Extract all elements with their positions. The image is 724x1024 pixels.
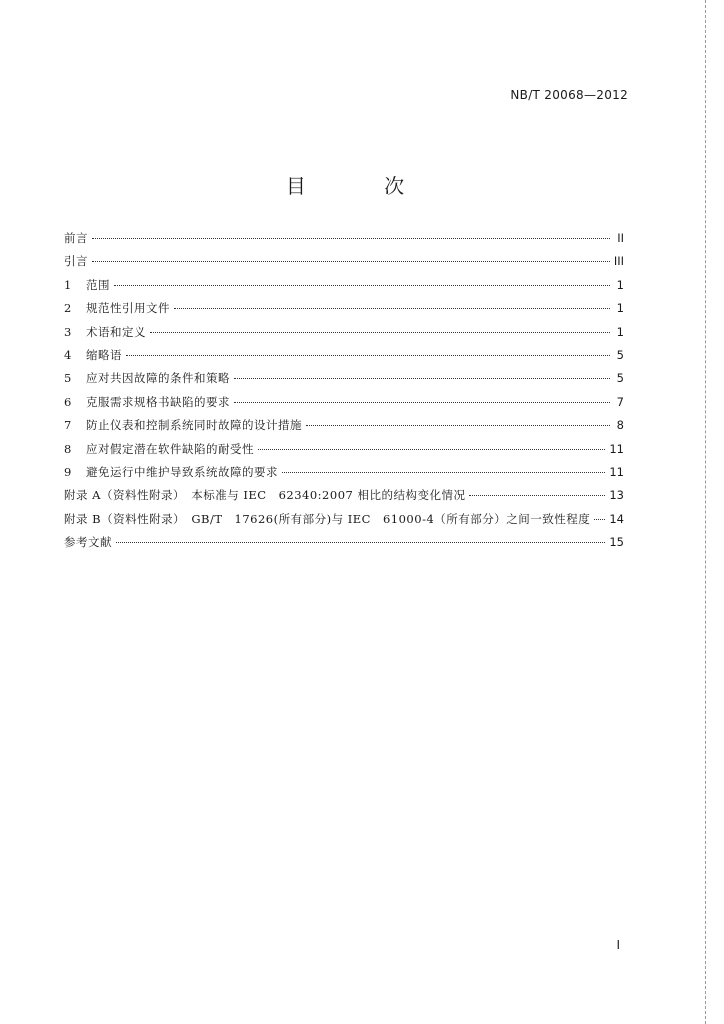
toc-entry-number: 3 — [64, 324, 72, 339]
toc-entry-number: 2 — [64, 301, 72, 316]
toc-entry-label: 范围 — [86, 277, 110, 292]
scan-edge-divider — [705, 0, 706, 1024]
toc-entry-number: 6 — [64, 394, 72, 409]
toc-entry-label: 附录 B（资料性附录） GB/T 17626(所有部分)与 IEC 61000-4（所有部分）之间一致性程度 — [64, 511, 591, 526]
toc-entry-label: 应对共因故障的条件和策略 — [86, 371, 230, 386]
toc-entry-2[interactable] — [64, 300, 624, 323]
toc-entry-page: 7 — [616, 394, 624, 409]
dot-leader — [116, 542, 605, 543]
toc-entry-number: 9 — [64, 464, 72, 479]
dot-leader — [92, 261, 610, 262]
dot-leader — [469, 495, 605, 496]
toc-entry-page: 15 — [609, 535, 624, 550]
dot-leader — [594, 519, 605, 520]
toc-entry-foreword[interactable] — [64, 230, 624, 253]
toc-entry-page: 13 — [609, 488, 624, 503]
toc-entry-page: II — [617, 231, 624, 245]
toc-entry-6[interactable] — [64, 394, 624, 417]
dot-leader — [114, 285, 610, 286]
toc-entry-number: 1 — [64, 277, 72, 292]
toc-entry-label: 参考文献 — [64, 535, 112, 550]
toc-entry-7[interactable] — [64, 417, 624, 440]
dot-leader — [126, 355, 610, 356]
toc-entry-label: 前言 — [64, 231, 88, 245]
dot-leader — [258, 449, 605, 450]
toc-entry-number: 8 — [64, 441, 72, 456]
toc-entry-number: 7 — [64, 418, 72, 433]
toc-entry-page: 11 — [609, 464, 624, 479]
toc-entry-page: 14 — [609, 511, 624, 526]
toc-entry-9[interactable] — [64, 464, 624, 487]
toc-entry-page: 1 — [616, 301, 624, 316]
toc-entry-4[interactable] — [64, 347, 624, 370]
toc-entry-3[interactable] — [64, 324, 624, 347]
standard-number: NB/T 20068—2012 — [510, 88, 628, 102]
toc-entry-label: 附录 A（资料性附录） 本标准与 IEC 62340:2007 相比的结构变化情况 — [64, 488, 466, 503]
toc-entry-page: 1 — [616, 324, 624, 339]
toc-entry-page: 5 — [616, 347, 624, 362]
toc-entry-page: 8 — [616, 418, 624, 433]
toc-entry-number: 4 — [64, 347, 72, 362]
dot-leader — [234, 378, 610, 379]
dot-leader — [306, 425, 610, 426]
toc-entry-label: 避免运行中维护导致系统故障的要求 — [86, 464, 278, 479]
toc-entry-5[interactable] — [64, 370, 624, 393]
dot-leader — [150, 332, 610, 333]
toc-entry-label: 缩略语 — [86, 347, 122, 362]
dot-leader — [92, 238, 610, 239]
toc-entry-label: 防止仪表和控制系统同时故障的设计措施 — [86, 418, 302, 433]
page-number: I — [616, 938, 620, 952]
toc-entry-number: 5 — [64, 371, 72, 386]
toc-entry-label: 克服需求规格书缺陷的要求 — [86, 394, 230, 409]
table-of-contents — [64, 230, 624, 557]
toc-entry-page: III — [613, 254, 624, 269]
toc-entry-references[interactable] — [64, 534, 624, 557]
toc-entry-1[interactable] — [64, 277, 624, 300]
toc-entry-introduction[interactable] — [64, 253, 624, 276]
dot-leader — [174, 308, 610, 309]
dot-leader — [282, 472, 605, 473]
toc-entry-page: 11 — [609, 441, 624, 456]
toc-entry-8[interactable] — [64, 441, 624, 464]
toc-entry-label: 引言 — [64, 254, 88, 269]
toc-entry-label: 应对假定潜在软件缺陷的耐受性 — [86, 441, 254, 456]
toc-title: 目 次 — [285, 174, 441, 198]
toc-entry-label: 术语和定义 — [86, 324, 146, 339]
toc-entry-appendix-a[interactable] — [64, 487, 624, 510]
toc-entry-page: 1 — [616, 277, 624, 292]
dot-leader — [234, 402, 610, 403]
toc-entry-label: 规范性引用文件 — [86, 301, 170, 316]
toc-entry-appendix-b[interactable] — [64, 511, 624, 534]
toc-entry-page: 5 — [616, 371, 624, 386]
